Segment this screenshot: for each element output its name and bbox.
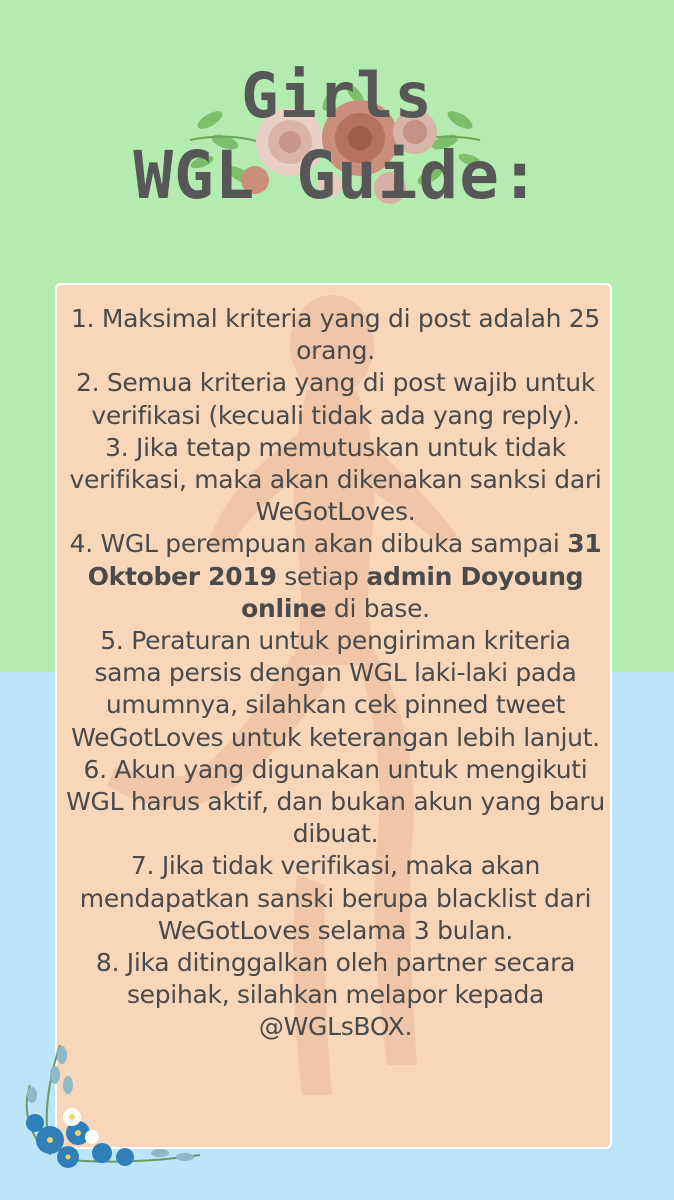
rule-item: 6. Akun yang digunakan untuk mengikuti WGL harus aktif, dan bukan akun yang baru dibuat. [66,754,605,849]
rule-item [57,528,612,625]
page-title [0,58,674,218]
rule-bold-date: 31 Oktober 2019 [87,529,602,591]
rule-item: 5. Peraturan untuk pengiriman kriteria sama persis dengan WGL laki-laki pada umumnya, silahkan cek pinned tweet WeGotLoves untuk keterangan lebih lanjut. [71,626,600,752]
rule-item: 3. Jika tetap memutuskan untuk tidak verifikasi, maka akan dikenakan sanksi dari WeGotLoves. [69,432,602,527]
rule-text: 4. WGL perempuan akan dibuka sampai [69,529,568,559]
rule-text: di base. [326,593,430,623]
rules-card [55,283,612,1149]
title-line-2: WGL Guide: [133,137,541,214]
rule-bold-admin: admin Doyoung online [241,561,584,623]
title-line-1: Girls [241,59,433,132]
blue-flower-bouquet-icon [10,1025,210,1175]
rule-item: 7. Jika tidak verifikasi, maka akan mendapatkan sanski berupa blacklist dari WeGotLoves selama 3 bulan. [79,851,592,945]
rule-item: 8. Jika ditinggalkan oleh partner secara sepihak, silahkan melapor kepada @WGLsBOX. [95,948,576,1042]
rule-item: 1. Maksimal kriteria yang di post adalah 25 orang. [70,304,601,366]
rule-text: setiap [276,561,367,591]
rules-list [57,303,612,1044]
rule-item: 2. Semua kriteria yang di post wajib untuk verifikasi (kecuali tidak ada yang reply). [75,368,596,430]
